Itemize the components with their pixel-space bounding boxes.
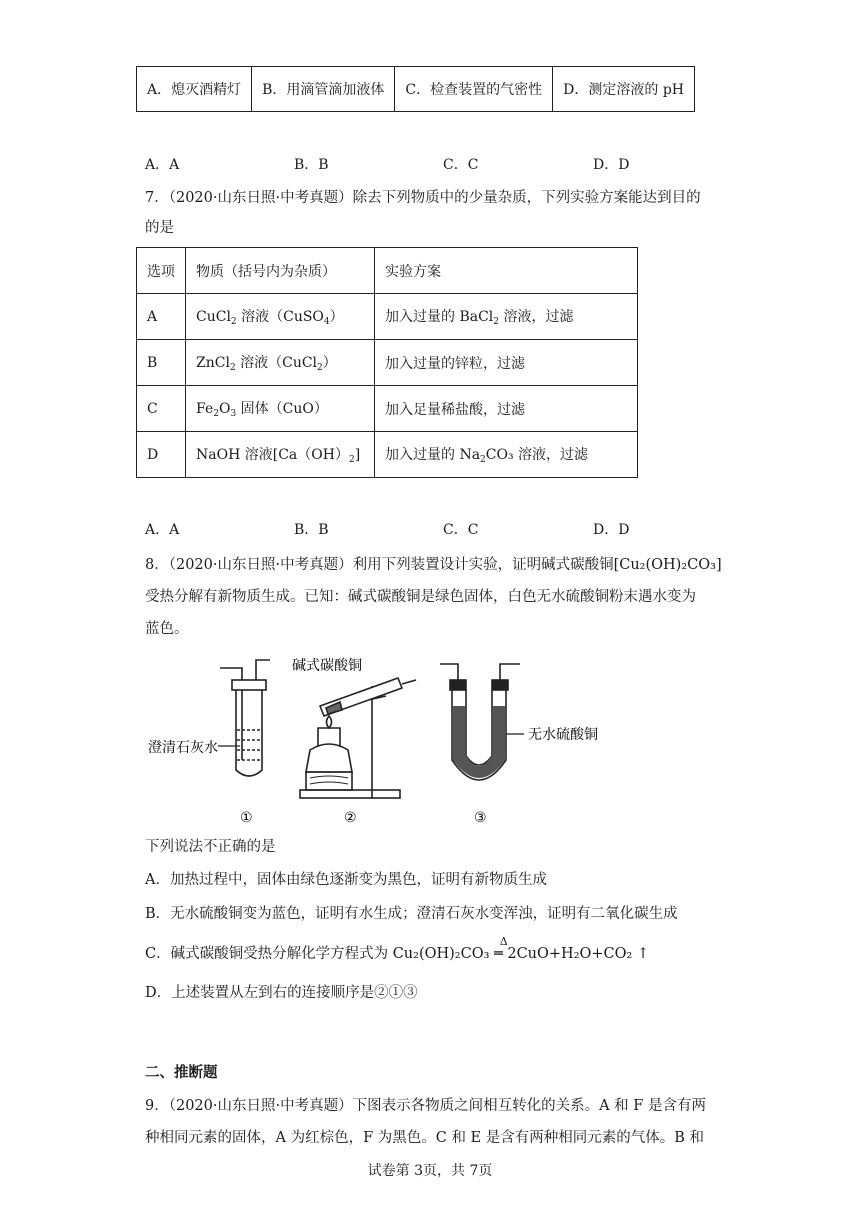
q8-option-d[interactable]: D．上述装置从左到右的连接顺序是②①③ bbox=[145, 985, 418, 1001]
q7-row-a-option: A bbox=[137, 294, 186, 340]
apparatus-figure bbox=[140, 650, 620, 830]
q7-row-a-method: 加入过量的 BaCl$_2$ 溶液，过滤 bbox=[375, 294, 638, 340]
q8-question: 下列说法不正确的是 bbox=[145, 839, 276, 855]
q8-option-b[interactable]: B．无水硫酸铜变为蓝色，证明有水生成；澄清石灰水变浑浊，证明有二氧化碳生成 bbox=[145, 906, 678, 922]
u-tube bbox=[440, 664, 524, 780]
q7-table-header bbox=[137, 248, 638, 294]
q7-row-d-option: D bbox=[137, 432, 186, 478]
q7-row-b-option: B bbox=[137, 340, 186, 386]
q7-row-c-method: 加入足量稀盐酸，过滤 bbox=[375, 386, 638, 432]
q7-row-a-substance: CuCl$_2$ 溶液（CuSO$_4$） bbox=[186, 294, 375, 340]
label-anhydrous-copper-sulfate: 无水硫酸铜 bbox=[528, 727, 598, 743]
table-row bbox=[137, 432, 638, 478]
q8-stem-line3: 蓝色。 bbox=[145, 621, 189, 637]
q7-row-d-substance: NaOH 溶液$[Ca(OH)_2]$ bbox=[186, 432, 375, 478]
page-footer: 试卷第 3页，共 7页 bbox=[367, 1163, 493, 1179]
q6-option-c: C．检查装置的气密性 bbox=[395, 67, 553, 112]
table-row bbox=[137, 340, 638, 386]
q6-choice-d[interactable]: D．D bbox=[593, 157, 630, 173]
q6-option-b: B．用滴管滴加液体 bbox=[252, 67, 395, 112]
q6-choice-c[interactable]: C．C bbox=[443, 157, 479, 173]
q8-option-c-text: C．碱式碳酸铜受热分解化学方程式为 bbox=[145, 946, 389, 962]
q7-row-b-substance: ZnCl$_2$ 溶液（CuCl$_2$） bbox=[186, 340, 375, 386]
q9-stem-line2: 种相同元素的固体，A 为红棕色，F 为黑色。C 和 E 是含有两种相同元素的气体。B 和 bbox=[145, 1130, 705, 1146]
table-row bbox=[137, 386, 638, 432]
q9-stem-line1: 9．（2020·山东日照·中考真题）下图表示各物质之间相互转化的关系。A 和 F 是含有两 bbox=[145, 1098, 706, 1114]
q6-choice-b[interactable]: B．B bbox=[294, 157, 329, 173]
fig-number-1: ① bbox=[240, 810, 253, 826]
q6-choice-a[interactable]: A．A bbox=[145, 157, 180, 173]
q7-choice-a[interactable]: A．A bbox=[145, 522, 180, 538]
q7-row-c-substance: $Fe_2O_3$ 固体（CuO） bbox=[186, 386, 375, 432]
q8-option-c[interactable] bbox=[145, 935, 650, 963]
q8-stem-line2: 受热分解有新物质生成。已知：碱式碳酸铜是绿色固体，白色无水硫酸铜粉末遇水变为 bbox=[145, 589, 696, 605]
q7-row-b-method: 加入过量的锌粒，过滤 bbox=[375, 340, 638, 386]
section-title: 二、推断题 bbox=[145, 1064, 218, 1081]
q6-option-a: A．熄灭酒精灯 bbox=[137, 67, 252, 112]
fig-number-2: ② bbox=[344, 810, 357, 826]
q7-header-substance: 物质（括号内为杂质） bbox=[186, 248, 375, 294]
label-limewater: 澄清石灰水 bbox=[148, 740, 218, 756]
q6-options-table bbox=[136, 66, 695, 112]
q7-choice-b[interactable]: B．B bbox=[294, 522, 329, 538]
q7-stem-line2: 的是 bbox=[145, 220, 174, 236]
q8-stem-line1: 8．（2020·山东日照·中考真题）利用下列装置设计实验，证明碱式碳酸铜[Cu₂(OH)₂CO₃] bbox=[145, 557, 722, 573]
q6-option-d: D．测定溶液的 pH bbox=[553, 67, 695, 112]
fig-number-3: ③ bbox=[474, 810, 487, 826]
q7-choice-c[interactable]: C．C bbox=[443, 522, 479, 538]
q8-equation-text: Cu₂(OH)₂CO₃ ═ 2CuO+H₂O+CO₂ ↑ bbox=[392, 946, 650, 962]
q7-header-option: 选项 bbox=[137, 248, 186, 294]
q8-option-c-equation bbox=[392, 935, 650, 962]
q7-row-d-method: 加入过量的 $Na_2CO_3$ 溶液，过滤 bbox=[375, 432, 638, 478]
q7-table bbox=[136, 247, 638, 478]
heating-apparatus bbox=[300, 678, 416, 798]
q7-stem-line1: 7．（2020·山东日照·中考真题）除去下列物质中的少量杂质，下列实验方案能达到目的 bbox=[145, 190, 701, 206]
q7-choice-d[interactable]: D．D bbox=[593, 522, 630, 538]
limewater-test-tube bbox=[218, 660, 270, 776]
table-row bbox=[137, 294, 638, 340]
q8-option-a[interactable]: A．加热过程中，固体由绿色逐渐变为黑色，证明有新物质生成 bbox=[145, 872, 547, 888]
label-basic-copper-carbonate: 碱式碳酸铜 bbox=[292, 658, 362, 674]
q7-header-method: 实验方案 bbox=[375, 248, 638, 294]
q7-row-c-option: C bbox=[137, 386, 186, 432]
delta-symbol: Δ bbox=[499, 935, 508, 948]
